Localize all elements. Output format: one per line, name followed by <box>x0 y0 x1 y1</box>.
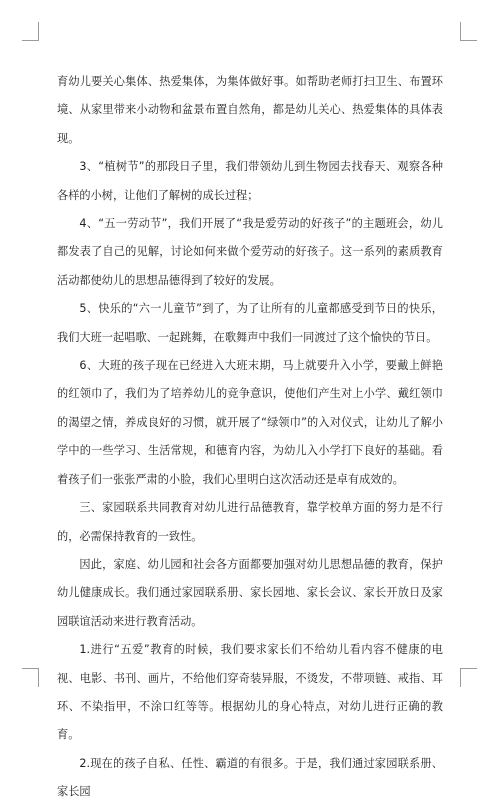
paragraph-therefore: 因此，家庭、幼儿园和社会各方面都要加强对幼儿思想品德的教育，保护幼儿健康成长。我们通过家园联系册、家长园地、家长会议、家长开放日及家园联谊活动来进行教育活动。 <box>57 557 443 628</box>
crop-mark-top-left <box>22 22 39 41</box>
crop-mark-bottom-right <box>460 668 477 687</box>
document-body <box>57 68 443 807</box>
paragraph-selfish-children: 2.现在的孩子自私、任性、霸道的有很多。于是，我们通过家园联系册、家长园 <box>57 756 443 799</box>
crop-mark-bottom-left <box>22 668 39 687</box>
paragraph-arbor-day: 3、“植树节”的那段日子里，我们带领幼儿到生物园去找春天、观察各种各样的小树，让他们了解树的成长过程； <box>57 160 443 202</box>
paragraph-labor-day: 4、“五一劳动节”，我们开展了“我是爱劳动的好孩子”的主题班会，幼儿都发表了自己的见解，讨论如何来做个爱劳动的好孩子。这一系列的素质教育活动都使幼儿的思想品德得到了较好的发展。 <box>57 217 443 287</box>
paragraph-continuation: 育幼儿要关心集体、热爱集体，为集体做好事。如帮助老师打扫卫生、布置环境、从家里带来小动物和盆景布置自然角，都是幼儿关心、热爱集体的具体表现。 <box>57 75 443 145</box>
paragraph-five-loves: 1.进行“五爱”教育的时候，我们要求家长们不给幼儿看内容不健康的电视、电影、书刊、画片，不给他们穿奇装异服，不烫发，不带项链、戒指、耳环、不染指甲，不涂口红等等。根据幼儿的身心特点，对幼儿进行正确的教育。 <box>57 643 443 742</box>
paragraph-home-school-heading: 三、家园联系共同教育对幼儿进行品德教育，靠学校单方面的努力是不行的，必需保持教育的一致性。 <box>57 501 443 543</box>
paragraph-green-scarf: 6、大班的孩子现在已经进入大班末期，马上就要升入小学，要戴上鲜艳的红领巾了，我们为了培养幼儿的竞争意识，使他们产生对上小学、戴红领巾的渴望之情，养成良好的习惯，就开展了“绿领巾”的入对仪式，让幼儿了解小学中的一些学习、生活常规，和德育内容，为幼儿入小学打下良好的基础。看着孩子们一张张严肃的小脸，我们心里明白这次活动还是卓有成效的。 <box>57 359 443 486</box>
crop-mark-top-right <box>460 22 477 41</box>
paragraph-childrens-day: 5、快乐的“六一儿童节”到了，为了让所有的儿童都感受到节日的快乐，我们大班一起唱歌、一起跳舞，在歌舞声中我们一同渡过了这个愉快的节日。 <box>57 302 443 344</box>
